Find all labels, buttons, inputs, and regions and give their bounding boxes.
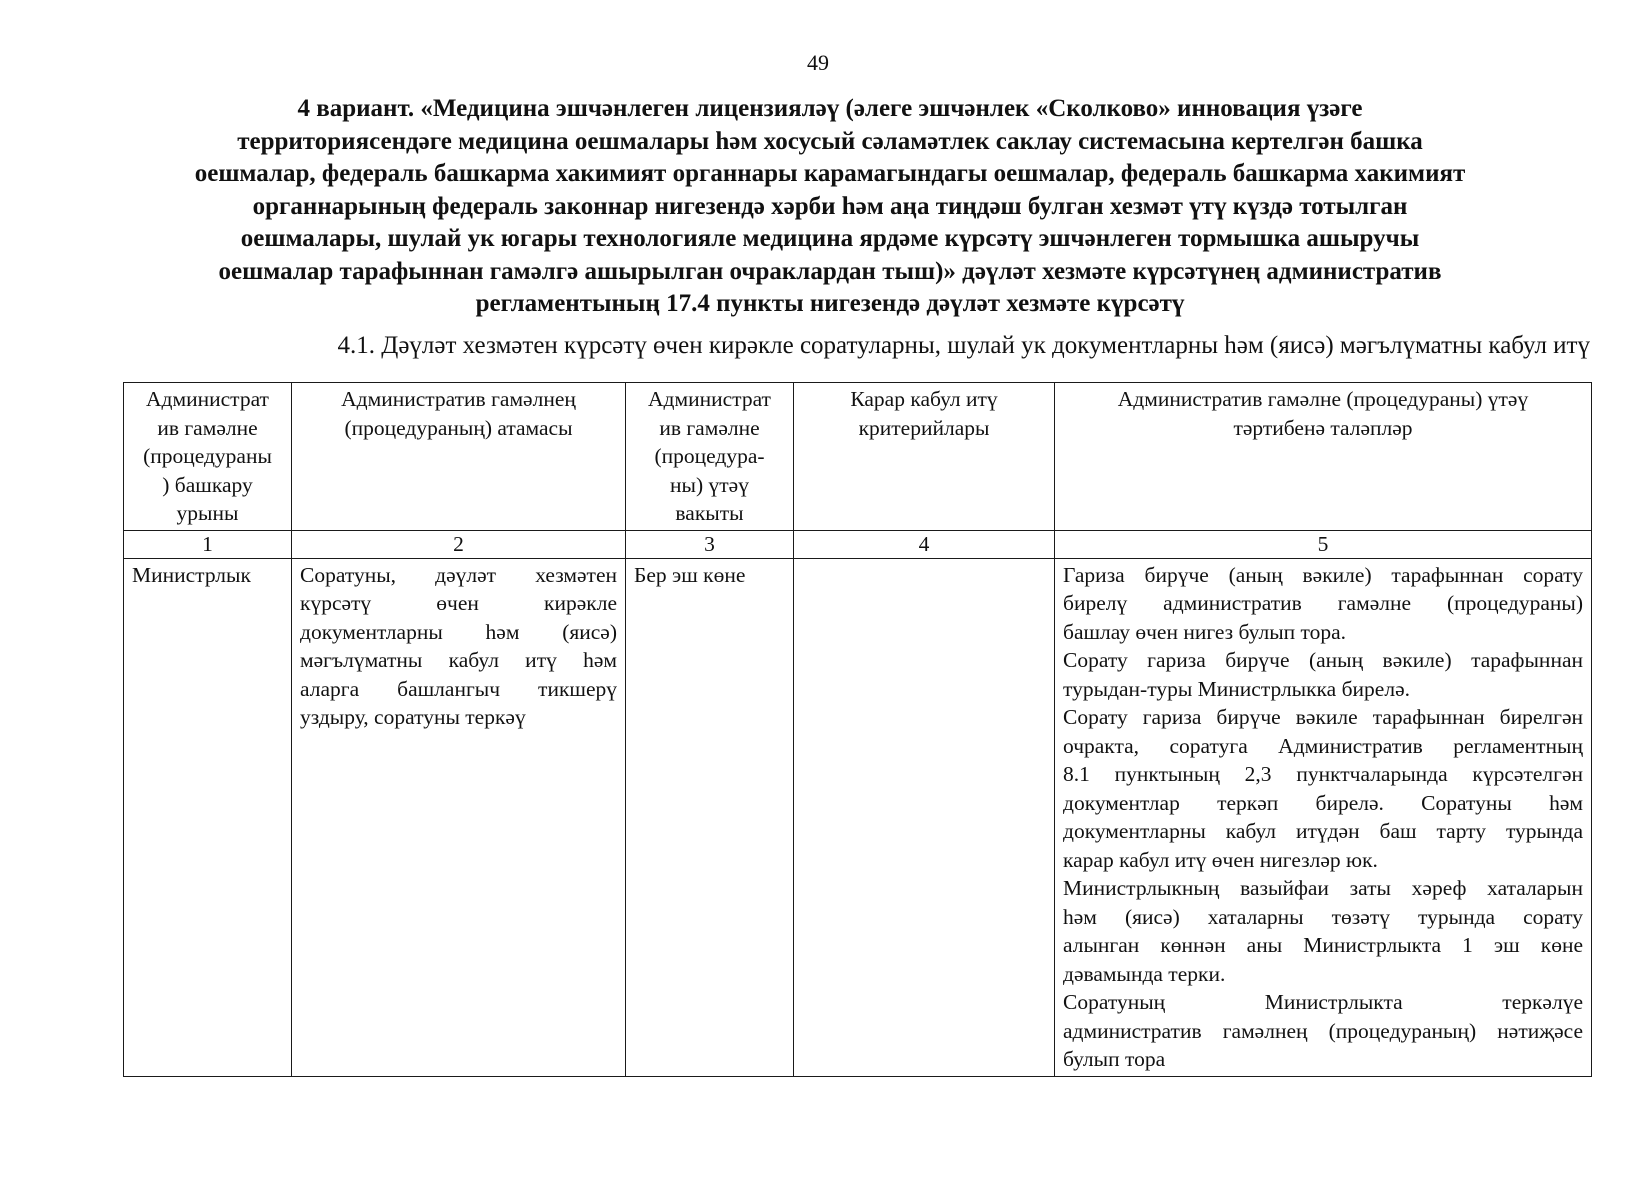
table-number-row	[124, 530, 1592, 558]
cell-duration: Бер эш көне	[626, 558, 794, 1076]
requirement-line: Сорату гариза бирүче (аның вәкиле) тарафыннан	[1063, 648, 1583, 672]
cell-criteria	[794, 558, 1055, 1076]
procedure-table	[123, 382, 1592, 1077]
cell-place: Министрлык	[124, 558, 292, 1076]
requirement-line: документларны кабул итүдән баш тарту турында	[1063, 819, 1583, 843]
heading-line: органнарының федераль законнар нигезендә хәрби һәм аңа тиңдәш булган хезмәт үтү күздә тотылган	[252, 192, 1408, 220]
document-heading	[130, 93, 1530, 321]
cell-requirements	[1055, 558, 1592, 1076]
heading-line: регламентының 17.4 пункты нигезендә дәүләт хезмәте күрсәтү	[475, 290, 1185, 317]
requirement-line: алынган көннән аны Министрлыкта 1 эш көне	[1063, 933, 1583, 957]
page-number: 49	[807, 50, 829, 75]
header-place: Администрат ив гамәлне (процедураны ) башкару урыны	[124, 383, 292, 531]
heading-line: территориясендәге медицина оешмалары һәм хосусый сәламәтлек саклау системасына кертелгән башка	[237, 127, 1423, 155]
requirement-line: дәвамында терки.	[1063, 961, 1226, 986]
requirement-line: һәм (яисә) хаталарны төзәтү турында сорату	[1063, 904, 1583, 929]
requirement-line: булып тора	[1063, 1047, 1166, 1071]
table-header-row	[124, 383, 1592, 531]
column-number: 4	[794, 530, 1055, 558]
requirement-line: Соратуның Министрлыкта теркәлүе	[1063, 990, 1583, 1014]
requirement-line: очракта, соратуга Административ регламентның	[1063, 733, 1583, 758]
section-subheading: 4.1. Дәүләт хезмәтен күрсәтү өчен кирәкле соратуларны, шулай ук документларны һәм (яисә) мәгълүматны кабул итү	[337, 332, 1590, 359]
requirement-line: бирелү административ гамәлне (процедураны)	[1063, 591, 1583, 615]
header-duration: Администрат ив гамәлне (процедура- ны) үтәү вакыты	[626, 383, 794, 531]
requirement-line: Гариза бирүче (аның вәкиле) тарафыннан сорату	[1063, 562, 1583, 587]
requirement-line: документлар теркәп бирелә. Соратуны һәм	[1063, 790, 1583, 815]
requirement-line: Министрлыкның вазыйфаи заты хәреф хаталарын	[1063, 876, 1583, 900]
requirement-line: карар кабул итү өчен нигезләр юк.	[1063, 847, 1378, 872]
heading-line: 4 вариант. «Медицина эшчәнлеген лицензияләү (әлеге эшчәнлек «Сколково» инновация үзәге	[297, 95, 1363, 122]
heading-line: оешмалары, шулай ук югары технологияле медицина ярдәме күрсәтү эшчәнлеген тормышка ашыручы	[240, 225, 1420, 252]
requirement-line: административ гамәлнең (процедураның) нәтиҗәсе	[1063, 1018, 1583, 1043]
header-procedure-name: Административ гамәлнең (процедураның) атамасы	[292, 383, 626, 531]
requirement-line: Сорату гариза бирүче вәкиле тарафыннан бирелгән	[1063, 705, 1583, 729]
requirement-line: башлау өчен нигез булып тора.	[1063, 619, 1347, 644]
column-number: 2	[292, 530, 626, 558]
column-number: 1	[124, 530, 292, 558]
header-criteria: Карар кабул итү критерийлары	[794, 383, 1055, 531]
requirement-line: турыдан-туры Министрлыкка бирелә.	[1063, 676, 1410, 701]
requirement-line: 8.1 пунктының 2,3 пунктчаларында күрсәтелгән	[1063, 762, 1583, 786]
heading-line: оешмалар, федераль башкарма хакимият органнары карамагындагы оешмалар, федераль башкарма хакимият	[194, 160, 1466, 187]
heading-line: оешмалар тарафыннан гамәлгә ашырылган очраклардан тыш)» дәүләт хезмәте күрсәтүнең административ	[218, 257, 1442, 285]
header-requirements: Административ гамәлне (процедураны) үтәү тәртибенә таләпләр	[1055, 383, 1592, 531]
cell-procedure-name: Соратуны, дәүләт хезмәтен күрсәтү өчен кирәкле документларны һәм (яисә) мәгълүматны кабул итү һәм аларга башлангыч тикшерү уздыру, соратуны теркәү	[292, 558, 626, 1076]
column-number: 3	[626, 530, 794, 558]
column-number: 5	[1055, 530, 1592, 558]
table-row	[124, 558, 1592, 1076]
